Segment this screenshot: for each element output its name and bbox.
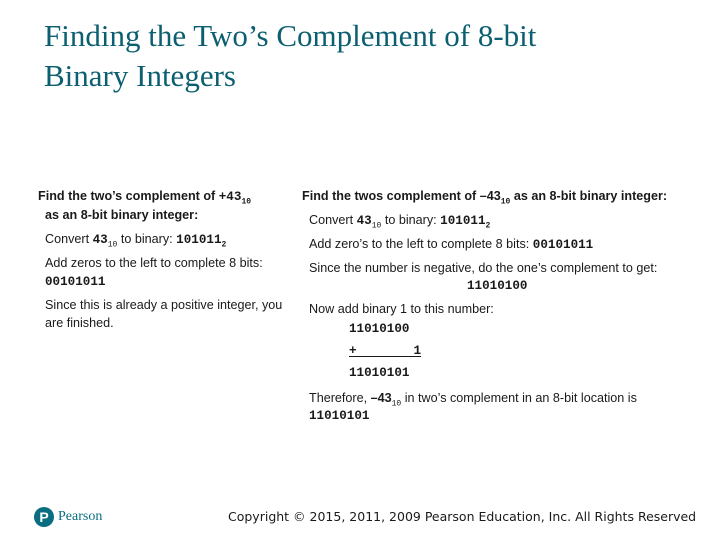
negative-convert-base: 10 [371, 221, 382, 231]
negative-result: 11010101 [309, 409, 370, 423]
negative-therefore-text [302, 389, 697, 407]
negative-heading-number: –43 [479, 189, 501, 203]
negative-heading-text-2: as an 8-bit binary integer: [510, 189, 668, 203]
positive-convert-base: 10 [107, 240, 118, 250]
negative-convert-binary: 101011 [440, 214, 486, 228]
pearson-mark-icon: P [34, 507, 54, 527]
addition-one: 1 [413, 344, 421, 358]
positive-finish-text: Since this is already a positive integer, you are finished. [45, 298, 283, 330]
positive-zeros-text: Add zeros to the left to complete 8 bits: [45, 256, 263, 270]
negative-zeros-step [302, 235, 697, 254]
positive-heading-text: Find the two’s complement of [38, 189, 219, 203]
negative-convert-step [302, 211, 697, 230]
positive-heading-base: 10 [241, 197, 252, 207]
addition-sum: 11010101 [349, 366, 410, 380]
negative-add-one-text: Now add binary 1 to this number: [309, 302, 494, 316]
positive-example [38, 187, 288, 332]
positive-convert-binary-base: 2 [221, 240, 227, 250]
positive-convert-step [38, 230, 288, 249]
positive-heading-line-2: as an 8-bit binary integer: [45, 208, 199, 222]
therefore-base: 10 [391, 399, 402, 409]
pearson-wordmark: Pearson [58, 509, 103, 524]
negative-example [302, 187, 697, 425]
negative-ones-complement-text: Since the number is negative, do the one’s complement to get: [309, 261, 658, 275]
binary-addition [302, 318, 697, 384]
therefore-number: –43 [370, 391, 392, 405]
positive-convert-text-2: to binary: [117, 232, 177, 246]
positive-convert-text: Convert [45, 232, 93, 246]
addition-addend: 11010100 [349, 322, 410, 336]
addition-plus-row [349, 340, 421, 362]
positive-zeros-step [38, 254, 288, 291]
negative-zeros-value: 00101011 [532, 238, 594, 252]
negative-heading [302, 187, 697, 205]
addition-underline [349, 356, 421, 357]
slide-title-line-1: Finding the Two’s Complement of 8-bit [44, 18, 537, 53]
negative-convert-number: 43 [356, 214, 372, 228]
slide-title-line-2: Binary Integers [44, 58, 236, 93]
negative-heading-text: Find the twos complement of [302, 189, 480, 203]
negative-convert-text: Convert [309, 213, 357, 227]
negative-convert-text-2: to binary: [381, 213, 441, 227]
positive-convert-binary: 101011 [176, 233, 222, 247]
positive-heading [38, 187, 288, 206]
therefore-text: Therefore, [309, 391, 371, 405]
slide-title [44, 16, 684, 96]
negative-heading-base: 10 [500, 197, 511, 207]
negative-zeros-text: Add zero’s to the left to complete 8 bits: [309, 237, 533, 251]
negative-ones-complement-value: 11010100 [467, 279, 528, 293]
pearson-logo [34, 506, 102, 528]
negative-convert-binary-base: 2 [485, 221, 491, 231]
positive-convert-number: 43 [92, 233, 108, 247]
positive-heading-number: +43 [218, 190, 242, 204]
plus-sign: + [349, 344, 357, 358]
positive-zeros-value: 00101011 [45, 275, 106, 289]
copyright-notice: Copyright © 2015, 2011, 2009 Pearson Education, Inc. All Rights Reserved [228, 509, 697, 524]
therefore-text-2: in two’s complement in an 8-bit location is [401, 391, 637, 405]
